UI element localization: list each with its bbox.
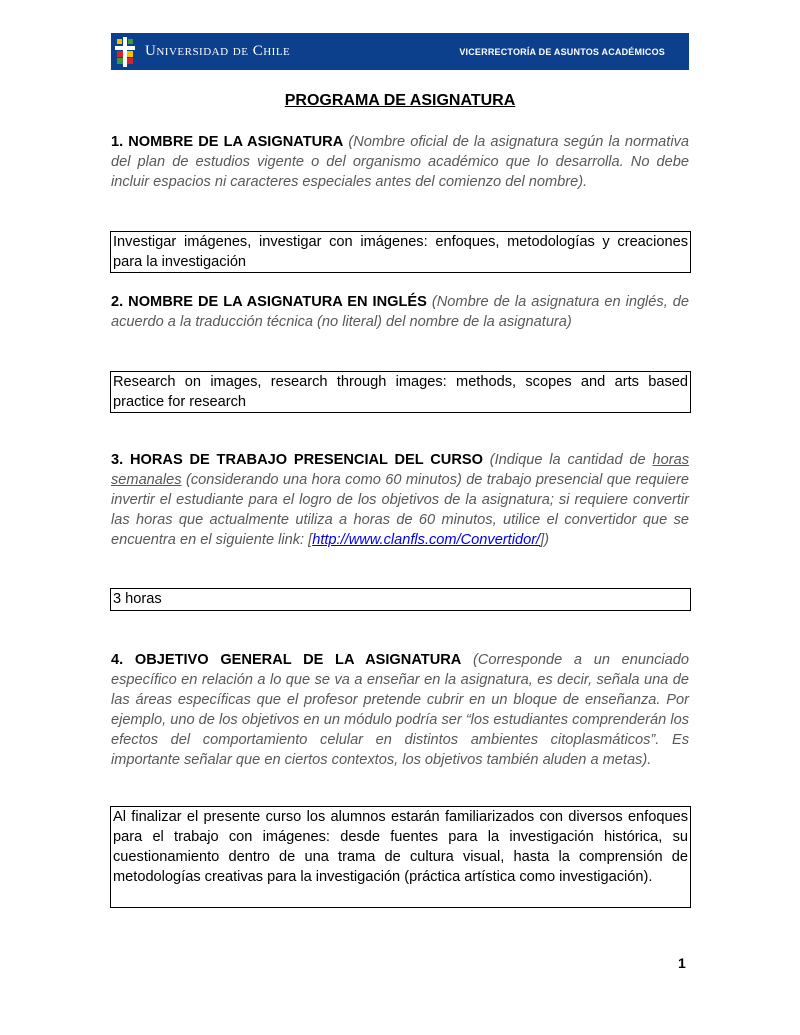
university-name: Universidad de Chile — [145, 43, 291, 59]
section-3-note-part1: (Indique la cantidad de — [489, 452, 653, 468]
header-banner — [111, 33, 689, 70]
page-title: PROGRAMA DE ASIGNATURA — [284, 92, 516, 109]
section-1-description — [111, 132, 689, 192]
section-2-description — [111, 292, 689, 332]
section-4-description — [111, 650, 689, 770]
vicerrectoria-label: VICERRECTORÍA DE ASUNTOS ACADÉMICOS — [459, 46, 665, 57]
section-3-note-part3: ]) — [540, 532, 550, 548]
convertidor-link[interactable]: http://www.clanfls.com/Convertidor/ — [312, 532, 541, 548]
section-4-answer: Al finalizar el presente curso los alumnos estarán familiarizados con diversos enfoques para el trabajo con imágenes: desde fuentes para la investigación histórica, su cuestionamiento dentro de una trama de cultura visual, hasta la comprensión de metodologías creativas para la investigación (práctica artística como investigación). — [110, 806, 691, 908]
header-left — [115, 37, 290, 67]
section-4-heading: 4. OBJETIVO GENERAL DE LA ASIGNATURA — [111, 652, 462, 668]
section-3-note-underlined: horas semanales — [111, 452, 689, 488]
section-2-answer: Research on images, research through images: methods, scopes and arts based practice for research — [110, 371, 691, 413]
section-1-answer: Investigar imágenes, investigar con imágenes: enfoques, metodologías y creaciones para la investigación — [110, 231, 691, 273]
section-3-answer: 3 horas — [110, 588, 691, 611]
university-crest-icon — [115, 37, 135, 67]
section-2-heading: 2. NOMBRE DE LA ASIGNATURA EN INGLÉS — [111, 294, 427, 310]
section-3-description — [111, 450, 689, 550]
page-number: 1 — [678, 955, 686, 971]
section-1-heading: 1. NOMBRE DE LA ASIGNATURA — [111, 134, 344, 150]
section-1-note: (Nombre oficial de la asignatura según la normativa del plan de estudios vigente o del organismo académico que lo desarrolla. No debe incluir espacios ni caracteres especiales antes del comienzo del nombre). — [111, 134, 689, 190]
section-4-note: (Corresponde a un enunciado específico en relación a lo que se va a enseñar en la asignatura, es decir, señala una de las áreas específicas que el profesor pretende cubrir en un bloque de enseñanza. Por ejemplo, uno de los objetivos en un módulo podría ser “los estudiantes comprenderán los efectos del comportamiento celular en distintos ambientes citoplasmáticos”. Es importante señalar que en ciertos contextos, los objetivos también aluden a metas). — [111, 652, 689, 768]
section-3-note-part2: (considerando una hora como 60 minutos) de trabajo presencial que requiere invertir el estudiante para el logro de los objetivos de la asignatura; si requiere convertir las horas que actualmente utiliza a horas de 60 minutos, utilice el convertidor que se encuentra en el siguiente link: [ — [111, 472, 689, 548]
section-3-heading: 3. HORAS DE TRABAJO PRESENCIAL DEL CURSO — [111, 452, 483, 468]
section-2-note: (Nombre de la asignatura en inglés, de acuerdo a la traducción técnica (no literal) del nombre de la asignatura) — [111, 294, 689, 330]
